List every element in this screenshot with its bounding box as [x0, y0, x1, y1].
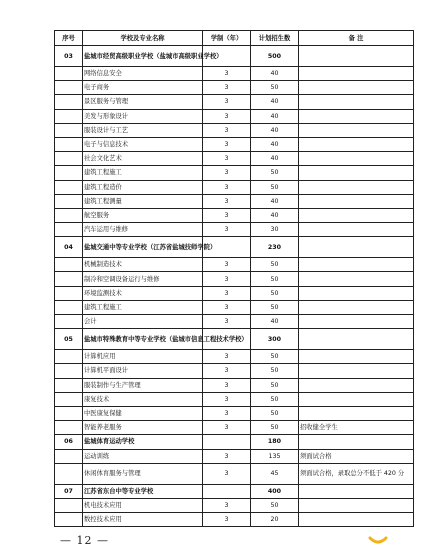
serial-cell [55, 449, 83, 463]
serial-cell [55, 364, 83, 378]
serial-cell [55, 152, 83, 166]
major-plan: 50 [251, 272, 299, 286]
school-number: 04 [55, 237, 83, 258]
major-row [55, 406, 414, 420]
school-row [55, 46, 414, 67]
major-name: 建筑工程测量 [83, 194, 203, 208]
major-years: 3 [203, 350, 251, 364]
serial-cell [55, 513, 83, 527]
major-name: 景区服务与管理 [83, 95, 203, 109]
major-remarks [299, 272, 414, 286]
school-number: 07 [55, 484, 83, 498]
serial-cell [55, 67, 83, 81]
major-name: 建筑工程施工 [83, 300, 203, 314]
school-row [55, 329, 414, 350]
serial-cell [55, 208, 83, 222]
major-name: 电子商务 [83, 81, 203, 95]
major-years: 3 [203, 152, 251, 166]
major-years: 3 [203, 300, 251, 314]
school-plan-total: 230 [251, 237, 299, 258]
major-name: 机电技术应用 [83, 498, 203, 512]
major-row [55, 421, 414, 435]
major-row [55, 208, 414, 222]
serial-cell [55, 392, 83, 406]
serial-cell [55, 258, 83, 272]
remarks-cell [299, 329, 414, 350]
major-years: 3 [203, 272, 251, 286]
major-row [55, 67, 414, 81]
major-remarks [299, 180, 414, 194]
major-plan: 50 [251, 378, 299, 392]
school-plan-total: 500 [251, 46, 299, 67]
major-years: 3 [203, 364, 251, 378]
major-row [55, 194, 414, 208]
major-years: 3 [203, 137, 251, 151]
major-name: 建筑工程施工 [83, 166, 203, 180]
major-years: 3 [203, 513, 251, 527]
major-years: 3 [203, 166, 251, 180]
major-years: 3 [203, 498, 251, 512]
school-row [55, 237, 414, 258]
enrollment-plan-table [54, 30, 414, 527]
major-plan: 50 [251, 406, 299, 420]
major-years: 3 [203, 463, 251, 484]
major-plan: 40 [251, 123, 299, 137]
major-name: 机械制造技术 [83, 258, 203, 272]
major-row [55, 223, 414, 237]
major-row [55, 152, 414, 166]
school-number: 03 [55, 46, 83, 67]
major-name: 汽车运用与维修 [83, 223, 203, 237]
major-name: 环境监测技术 [83, 286, 203, 300]
page-number: — 12 — [60, 534, 109, 547]
major-name: 服装设计与工艺 [83, 123, 203, 137]
major-name: 服装制作与生产管理 [83, 378, 203, 392]
major-row [55, 286, 414, 300]
major-row [55, 364, 414, 378]
major-years: 3 [203, 123, 251, 137]
header-school-major: 学校及专业名称 [83, 31, 203, 46]
major-plan: 40 [251, 208, 299, 222]
major-name: 电子与信息技术 [83, 137, 203, 151]
major-row [55, 123, 414, 137]
major-plan: 50 [251, 258, 299, 272]
header-years: 学制（年） [203, 31, 251, 46]
serial-cell [55, 81, 83, 95]
major-years: 3 [203, 392, 251, 406]
serial-cell [55, 421, 83, 435]
major-remarks [299, 315, 414, 329]
school-row [55, 484, 414, 498]
table-body [55, 46, 414, 527]
major-plan: 20 [251, 513, 299, 527]
enrollment-plan-sheet [54, 30, 413, 527]
table-header-row [55, 31, 414, 46]
decorative-curl-icon [369, 537, 387, 545]
school-number: 05 [55, 329, 83, 350]
school-name: 江苏省东台中等专业学校 [83, 484, 203, 498]
major-years: 3 [203, 315, 251, 329]
major-plan: 50 [251, 392, 299, 406]
serial-cell [55, 272, 83, 286]
major-remarks [299, 223, 414, 237]
major-plan: 50 [251, 300, 299, 314]
major-name: 航空服务 [83, 208, 203, 222]
major-plan: 45 [251, 463, 299, 484]
major-row [55, 166, 414, 180]
major-plan: 50 [251, 364, 299, 378]
major-row [55, 463, 414, 484]
major-plan: 50 [251, 81, 299, 95]
major-years: 3 [203, 421, 251, 435]
major-remarks: 须面试合格，录取总分不低于 420 分 [299, 463, 414, 484]
major-remarks [299, 166, 414, 180]
major-remarks [299, 350, 414, 364]
major-name: 网络信息安全 [83, 67, 203, 81]
major-row [55, 392, 414, 406]
major-name: 中医康复保健 [83, 406, 203, 420]
major-remarks: 须面试合格 [299, 449, 414, 463]
serial-cell [55, 378, 83, 392]
major-name: 社会文化艺术 [83, 152, 203, 166]
major-plan: 30 [251, 223, 299, 237]
major-remarks [299, 378, 414, 392]
school-name: 盐城交通中等专业学校（江苏省盐城技师学院） [83, 237, 203, 258]
major-remarks [299, 137, 414, 151]
major-years: 3 [203, 378, 251, 392]
major-row [55, 137, 414, 151]
major-years: 3 [203, 286, 251, 300]
major-name: 美发与形象设计 [83, 109, 203, 123]
major-name: 制冷和空调设备运行与维修 [83, 272, 203, 286]
major-name: 运动训练 [83, 449, 203, 463]
major-name: 计算机应用 [83, 350, 203, 364]
serial-cell [55, 95, 83, 109]
major-plan: 40 [251, 67, 299, 81]
remarks-cell [299, 237, 414, 258]
school-name: 盐城市特殊教育中等专业学校（盐城市信息工程技术学校） [83, 329, 203, 350]
major-row [55, 272, 414, 286]
school-number: 06 [55, 435, 83, 449]
major-years: 3 [203, 406, 251, 420]
major-remarks [299, 392, 414, 406]
serial-cell [55, 123, 83, 137]
serial-cell [55, 286, 83, 300]
serial-cell [55, 194, 83, 208]
major-row [55, 81, 414, 95]
major-row [55, 300, 414, 314]
serial-cell [55, 406, 83, 420]
major-remarks [299, 109, 414, 123]
major-years: 3 [203, 67, 251, 81]
major-row [55, 378, 414, 392]
major-name: 康复技术 [83, 392, 203, 406]
serial-cell [55, 223, 83, 237]
serial-cell [55, 137, 83, 151]
major-remarks [299, 258, 414, 272]
major-name: 休闲体育服务与管理 [83, 463, 203, 484]
serial-cell [55, 498, 83, 512]
major-years: 3 [203, 223, 251, 237]
major-row [55, 180, 414, 194]
header-remarks: 备 注 [299, 31, 414, 46]
major-years: 3 [203, 180, 251, 194]
major-years: 3 [203, 109, 251, 123]
major-remarks [299, 406, 414, 420]
major-plan: 50 [251, 498, 299, 512]
remarks-cell [299, 484, 414, 498]
major-remarks [299, 152, 414, 166]
major-remarks [299, 81, 414, 95]
major-remarks [299, 513, 414, 527]
serial-cell [55, 463, 83, 484]
major-plan: 50 [251, 421, 299, 435]
school-plan-total: 300 [251, 329, 299, 350]
remarks-cell [299, 46, 414, 67]
major-remarks [299, 194, 414, 208]
major-name: 会计 [83, 315, 203, 329]
major-row [55, 513, 414, 527]
serial-cell [55, 180, 83, 194]
serial-cell [55, 109, 83, 123]
major-plan: 135 [251, 449, 299, 463]
major-remarks [299, 208, 414, 222]
major-remarks [299, 286, 414, 300]
years-cell [203, 435, 251, 449]
major-plan: 40 [251, 194, 299, 208]
serial-cell [55, 350, 83, 364]
major-years: 3 [203, 81, 251, 95]
major-row [55, 95, 414, 109]
header-serial: 序号 [55, 31, 83, 46]
major-remarks: 招收健全学生 [299, 421, 414, 435]
major-row [55, 498, 414, 512]
serial-cell [55, 300, 83, 314]
major-remarks [299, 364, 414, 378]
major-plan: 50 [251, 286, 299, 300]
major-remarks [299, 123, 414, 137]
header-plan: 计划招生数 [251, 31, 299, 46]
school-plan-total: 180 [251, 435, 299, 449]
school-name: 盐城市经贸高级职业学校（盐城市高级职业学校） [83, 46, 203, 67]
major-plan: 40 [251, 109, 299, 123]
major-row [55, 109, 414, 123]
major-plan: 40 [251, 95, 299, 109]
serial-cell [55, 315, 83, 329]
serial-cell [55, 166, 83, 180]
major-row [55, 315, 414, 329]
school-name: 盐城体育运动学校 [83, 435, 203, 449]
major-name: 建筑工程造价 [83, 180, 203, 194]
major-years: 3 [203, 194, 251, 208]
major-plan: 50 [251, 350, 299, 364]
school-plan-total: 400 [251, 484, 299, 498]
major-name: 数控技术应用 [83, 513, 203, 527]
major-years: 3 [203, 208, 251, 222]
major-plan: 40 [251, 137, 299, 151]
major-plan: 50 [251, 166, 299, 180]
major-row [55, 449, 414, 463]
major-remarks [299, 300, 414, 314]
major-row [55, 258, 414, 272]
school-row [55, 435, 414, 449]
major-remarks [299, 67, 414, 81]
major-plan: 50 [251, 180, 299, 194]
major-row [55, 350, 414, 364]
remarks-cell [299, 435, 414, 449]
major-remarks [299, 95, 414, 109]
major-plan: 40 [251, 315, 299, 329]
major-years: 3 [203, 258, 251, 272]
major-name: 计算机平面设计 [83, 364, 203, 378]
years-cell [203, 484, 251, 498]
major-name: 智能养老服务 [83, 421, 203, 435]
major-years: 3 [203, 95, 251, 109]
major-years: 3 [203, 449, 251, 463]
major-plan: 40 [251, 152, 299, 166]
major-remarks [299, 498, 414, 512]
